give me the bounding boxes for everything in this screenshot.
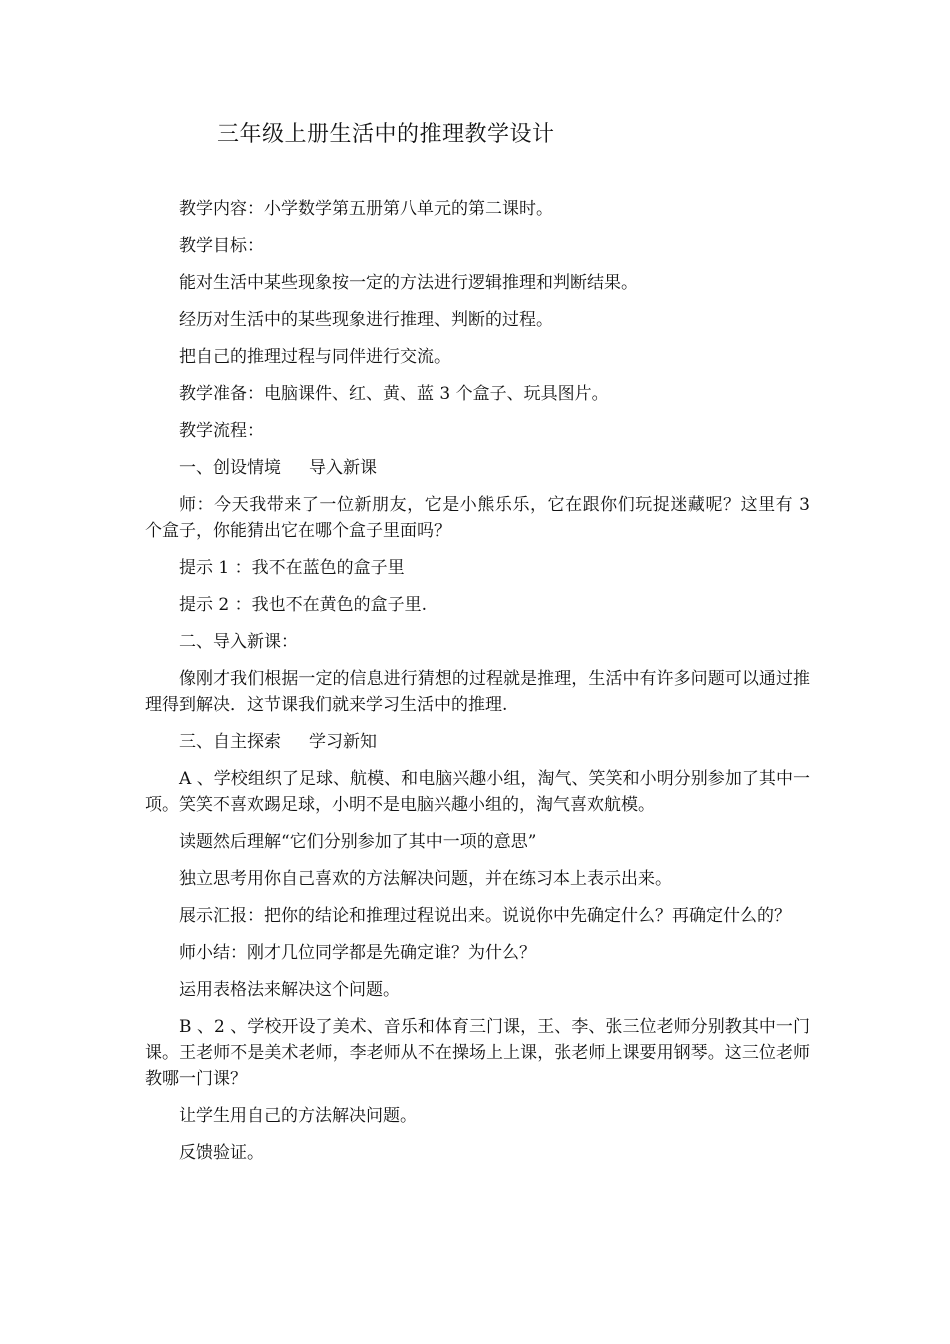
paragraph-objective-3: 把自己的推理过程与同伴进行交流。 [179,347,451,367]
paragraph-teacher-summary: 师小结：刚才几位同学都是先确定谁？为什么？ [179,943,536,963]
section-heading-3-part2: 学习新知 [309,732,377,752]
document-title: 三年级上册生活中的推理教学设计 [217,122,555,147]
section-heading-1 [145,455,810,481]
section-heading-3 [145,729,810,755]
paragraph-problem-b: B 、2 、学校开设了美术、音乐和体育三门课，王、李、张三位老师分别教其中一门课。王老师不是美术老师，李老师从不在操场上上课，张老师上课要用钢琴。这三位老师教哪一门课？ [145,1017,810,1089]
paragraph-independent-thinking: 独立思考用你自己喜欢的方法解决问题，并在练习本上表示出来。 [179,869,672,889]
paragraph-hint-2: 提示 2 ：我也不在黄色的盒子里. [179,595,428,615]
paragraph-teacher-intro: 师：今天我带来了一位新朋友，它是小熊乐乐，它在跟你们玩捉迷藏呢？这里有 3 个盒子，你能猜出它在哪个盒子里面吗？ [145,495,810,541]
section-heading-1-part2: 导入新课 [309,458,377,478]
paragraph-objectives-heading: 教学目标： [179,236,264,256]
paragraph-process-heading: 教学流程： [179,421,264,441]
paragraph-preparation: 教学准备：电脑课件、红、黄、蓝 3 个盒子、玩具图片。 [179,384,609,404]
paragraph-feedback: 反馈验证。 [179,1143,264,1163]
paragraph-problem-a: A 、学校组织了足球、航模、和电脑兴趣小组，淘气、笑笑和小明分别参加了其中一项。笑笑不喜欢踢足球，小明不是电脑兴趣小组的，淘气喜欢航模。 [145,769,810,815]
paragraph-objective-2: 经历对生活中的某些现象进行推理、判断的过程。 [179,310,553,330]
section-heading-2: 二、导入新课： [179,632,298,652]
paragraph-show-report: 展示汇报：把你的结论和推理过程说出来。说说你中先确定什么？再确定什么的？ [179,906,791,926]
paragraph-reasoning-intro: 像刚才我们根据一定的信息进行猜想的过程就是推理，生活中有许多问题可以通过推理得到解决．这节课我们就来学习生活中的推理. [145,669,810,715]
section-heading-3-part1: 三、自主探索 [179,732,281,752]
paragraph-read-understand: 读题然后理解“它们分别参加了其中一项的意思” [179,832,537,852]
paragraph-student-solve: 让学生用自己的方法解决问题。 [179,1106,417,1126]
document-body [145,196,810,1177]
paragraph-content: 教学内容：小学数学第五册第八单元的第二课时。 [179,199,553,219]
paragraph-objective-1: 能对生活中某些现象按一定的方法进行逻辑推理和判断结果。 [179,273,638,293]
paragraph-hint-1: 提示 1 ：我不在蓝色的盒子里 [179,558,405,578]
section-heading-1-part1: 一、创设情境 [179,458,281,478]
paragraph-table-method: 运用表格法来解决这个问题。 [179,980,400,1000]
